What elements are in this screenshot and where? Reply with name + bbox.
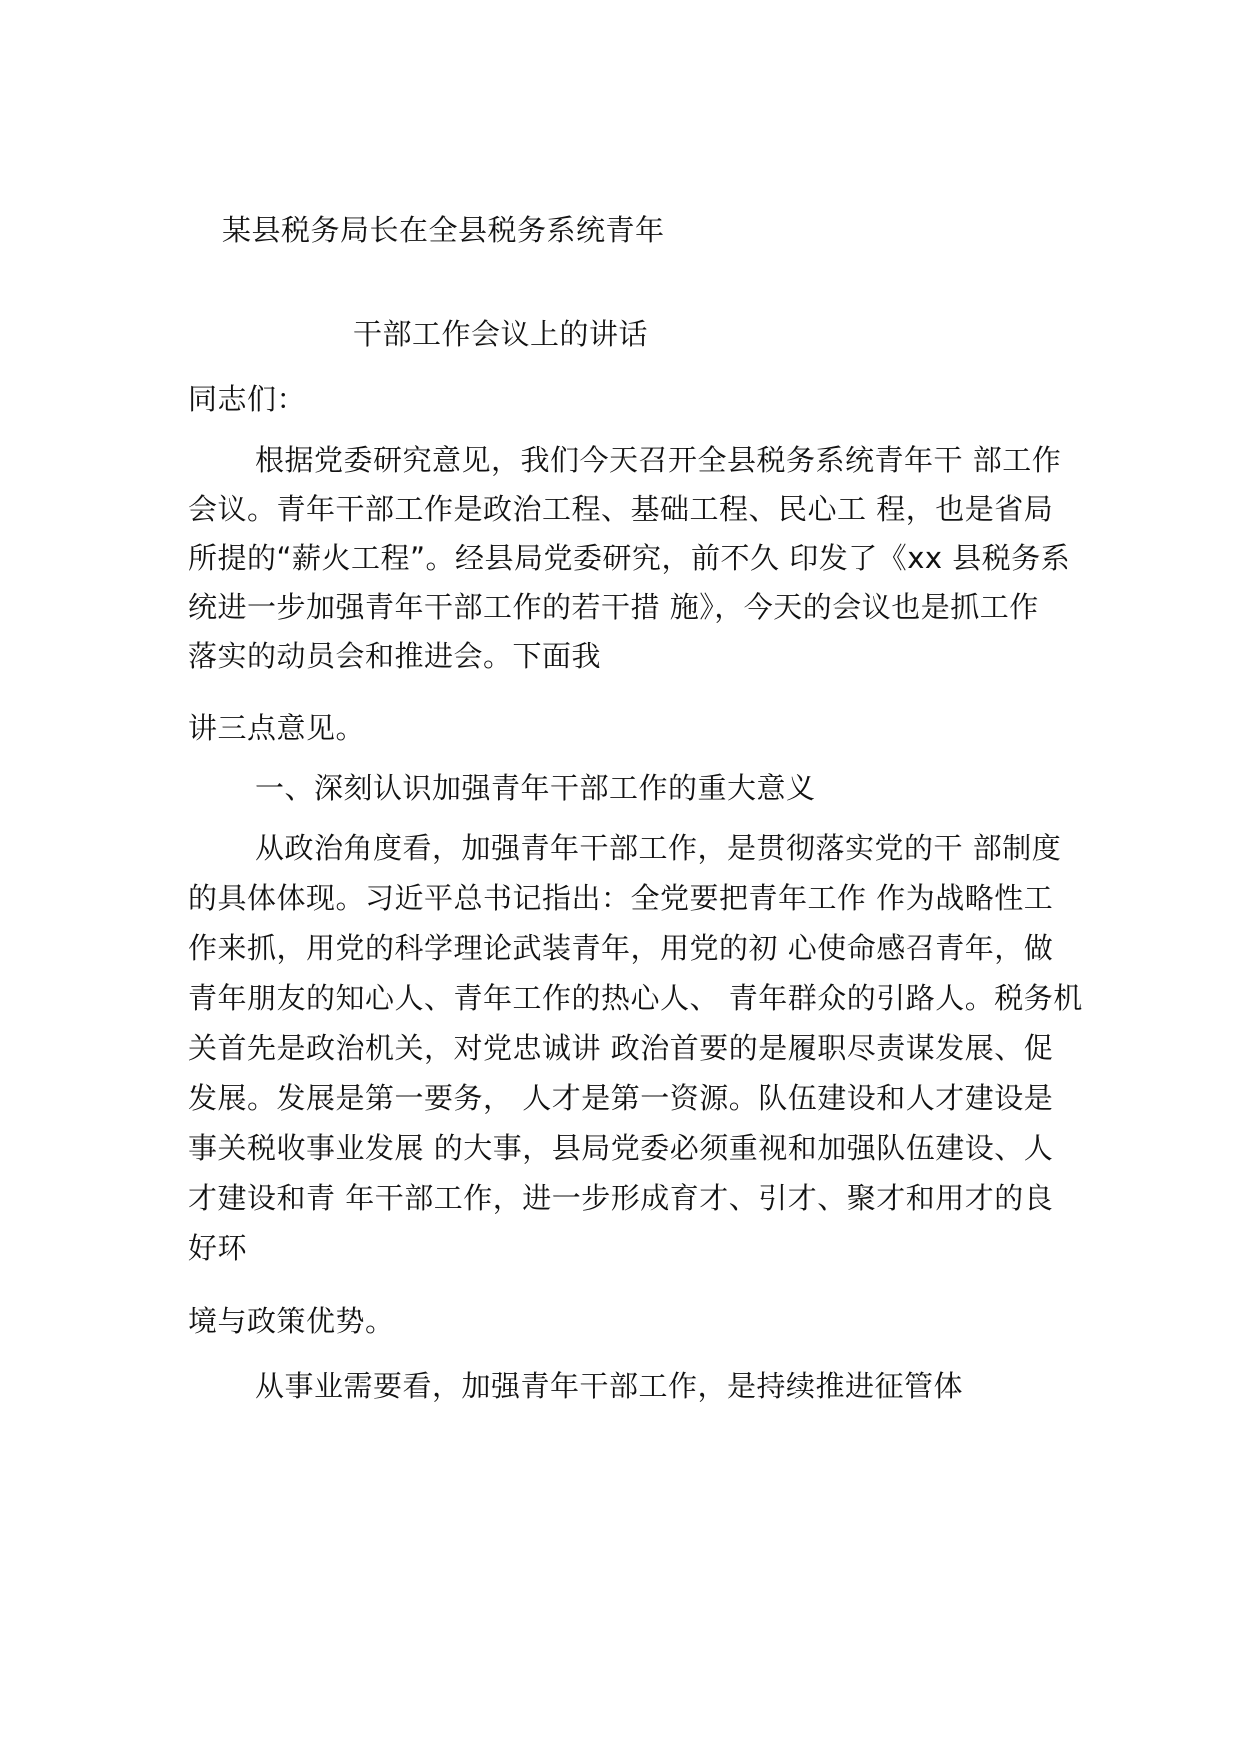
title-line-2: 干部工作会议上的讲话 <box>353 317 649 351</box>
body-line-11: 青年朋友的知心人、青年工作的热心人、 青年群众的引路人。税务机 <box>188 981 1083 1015</box>
body-line-16: 好环 <box>188 1231 248 1265</box>
body-line-1: 根据党委研究意见，我们今天召开全县税务系统青年干 部工作 <box>255 443 1062 477</box>
salutation: 同志们： <box>188 382 307 416</box>
body-line-17: 境与政策优势。 <box>188 1304 395 1338</box>
body-line-18: 从事业需要看，加强青年干部工作，是持续推进征管体 <box>255 1369 964 1403</box>
body-line-13: 发展。发展是第一要务， 人才是第一资源。队伍建设和人才建设是 <box>188 1081 1054 1115</box>
body-line-8: 从政治角度看，加强青年干部工作，是贯彻落实党的干 部制度 <box>255 831 1062 865</box>
title-line-1: 某县税务局长在全县税务系统青年 <box>222 213 665 247</box>
body-line-2: 会议。青年干部工作是政治工程、基础工程、民心工 程，也是省局 <box>188 492 1054 526</box>
body-line-10: 作来抓，用党的科学理论武装青年，用党的初 心使命感召青年，做 <box>188 931 1054 965</box>
body-line-14: 事关税收事业发展 的大事，县局党委必须重视和加强队伍建设、人 <box>188 1131 1054 1165</box>
body-line-12: 关首先是政治机关，对党忠诚讲 政治首要的是履职尽责谋发展、促 <box>188 1031 1054 1065</box>
body-line-9: 的具体体现。习近平总书记指出：全党要把青年工作 作为战略性工 <box>188 881 1054 915</box>
body-line-6: 讲三点意见。 <box>188 711 366 745</box>
body-line-5: 落实的动员会和推进会。下面我 <box>188 639 602 673</box>
body-line-3: 所提的“薪火工程”。经县局党委研究，前不久 印发了《xx 县税务系 <box>188 541 1071 575</box>
section-heading-1: 一、深刻认识加强青年干部工作的重大意义 <box>255 771 816 805</box>
body-line-15: 才建设和青 年干部工作，进一步形成育才、引才、聚才和用才的良 <box>188 1181 1054 1215</box>
body-line-4: 统进一步加强青年干部工作的若干措 施》，今天的会议也是抓工作 <box>188 590 1039 624</box>
